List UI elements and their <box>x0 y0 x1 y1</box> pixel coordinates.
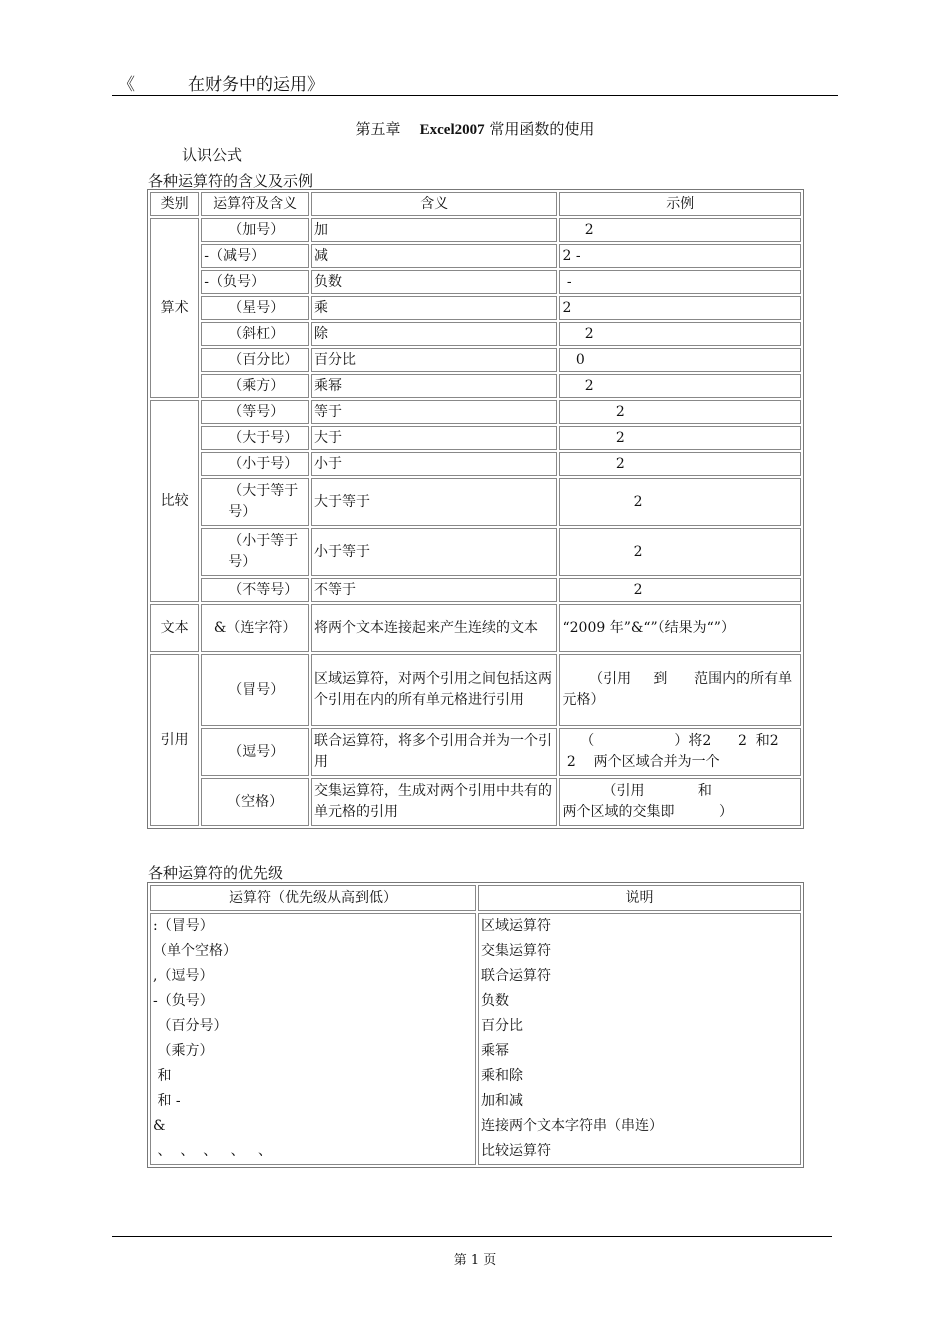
op-cell: -（减号） <box>201 244 309 268</box>
priority-operator: （乘方） <box>153 1043 214 1059</box>
op-cell: （逗号） <box>201 728 309 776</box>
meaning-cell: 乘幂 <box>311 374 558 398</box>
priority-description: 交集运算符 <box>481 943 551 959</box>
priority-operator: -（负号） <box>153 993 214 1009</box>
example-cell: 2 <box>559 322 801 346</box>
table-row <box>150 578 801 602</box>
table-row <box>150 604 801 652</box>
example-cell: “2009 年”&“”（结果为“”） <box>559 604 801 652</box>
priority-operator: 和 <box>153 1068 172 1084</box>
meaning-cell: 百分比 <box>311 348 558 372</box>
meaning-cell: 将两个文本连接起来产生连续的文本 <box>311 604 558 652</box>
group-text: 文本 <box>150 604 199 652</box>
operators-table <box>147 189 804 829</box>
table-row <box>150 322 801 346</box>
table-row <box>150 478 801 526</box>
example-cell: 2 <box>559 400 801 424</box>
op-cell: （斜杠） <box>201 322 309 346</box>
priority-description: 连接两个文本字符串（串连） <box>481 1118 663 1134</box>
op-cell: （乘方） <box>201 374 309 398</box>
priority-description: 负数 <box>481 993 509 1009</box>
op-cell: （不等号） <box>201 578 309 602</box>
meaning-cell: 小于等于 <box>311 528 558 576</box>
col-header: 示例 <box>559 192 801 216</box>
op-cell: （小于等于号） <box>201 528 309 576</box>
example-cell: 2 <box>559 296 801 320</box>
col-header: 运算符及含义 <box>201 192 309 216</box>
op-cell: &（连字符） <box>201 604 309 652</box>
example-cell: 2 <box>559 218 801 242</box>
example-cell: 0 <box>559 348 801 372</box>
col-header: 说明 <box>478 885 801 911</box>
table-row <box>150 778 801 826</box>
meaning-cell: 负数 <box>311 270 558 294</box>
header-title: 在财务中的运用》 <box>188 75 324 95</box>
op-cell: （大于号） <box>201 426 309 450</box>
meaning-cell: 不等于 <box>311 578 558 602</box>
group-ref: 引用 <box>150 654 199 826</box>
example-cell: 2 <box>559 426 801 450</box>
table-row <box>150 218 801 242</box>
table-row <box>150 426 801 450</box>
op-cell: （百分比） <box>201 348 309 372</box>
priority-description: 区域运算符 <box>481 918 551 934</box>
section-meaning: 各种运算符的含义及示例 <box>148 172 314 190</box>
priority-operator: :（冒号） <box>153 918 214 934</box>
op-cell: （等号） <box>201 400 309 424</box>
table-row <box>150 270 801 294</box>
group-arith: 算术 <box>150 218 199 398</box>
meaning-cell: 区域运算符，对两个引用之间包括这两个引用在内的所有单元格进行引用 <box>311 654 558 726</box>
chapter-title <box>0 118 950 139</box>
priority-operator: ,（逗号） <box>153 968 214 984</box>
table-row <box>150 348 801 372</box>
op-cell: （加号） <box>201 218 309 242</box>
meaning-cell: 联合运算符，将多个引用合并为一个引用 <box>311 728 558 776</box>
meaning-cell: 除 <box>311 322 558 346</box>
example-cell: （引用 和 两个区域的交集即 ） <box>559 778 801 826</box>
group-compare: 比较 <box>150 400 199 602</box>
col-header: 运算符（优先级从高到低） <box>150 885 476 911</box>
meaning-cell: 小于 <box>311 452 558 476</box>
op-cell: （小于号） <box>201 452 309 476</box>
section-recognize: 认识公式 <box>182 146 243 164</box>
example-cell: 2 <box>559 578 801 602</box>
op-cell: （星号） <box>201 296 309 320</box>
example-cell: 2 <box>559 374 801 398</box>
table-row <box>150 374 801 398</box>
table-header-row <box>150 192 801 216</box>
meaning-cell: 等于 <box>311 400 558 424</box>
priority-operator: 和 - <box>153 1093 181 1109</box>
chapter-suffix: 常用函数的使用 <box>489 120 595 138</box>
meaning-cell: 加 <box>311 218 558 242</box>
header-left-mark: 《 <box>118 75 135 95</box>
example-cell: 2 <box>559 478 801 526</box>
priority-description: 加和减 <box>481 1093 523 1109</box>
example-cell: （引用 到 范围内的所有单元格） <box>559 654 801 726</box>
priority-operator: & <box>153 1118 166 1134</box>
op-cell: （空格） <box>201 778 309 826</box>
meaning-cell: 大于 <box>311 426 558 450</box>
table-row <box>150 654 801 726</box>
table-row <box>150 528 801 576</box>
operator-list <box>150 913 476 1165</box>
op-cell: （冒号） <box>201 654 309 726</box>
priority-description: 联合运算符 <box>481 968 551 984</box>
priority-description: 百分比 <box>481 1018 523 1034</box>
priority-table <box>147 882 804 1168</box>
col-header: 类别 <box>150 192 199 216</box>
table-row <box>150 244 801 268</box>
priority-operator: （百分号） <box>153 1018 228 1034</box>
table-row <box>150 400 801 424</box>
footer-rule <box>112 1236 832 1237</box>
priority-operator: 、 、 、 、 、 <box>153 1143 272 1159</box>
section-priority: 各种运算符的优先级 <box>148 864 284 882</box>
page-number: 第 1 页 <box>453 1253 497 1268</box>
description-list <box>478 913 801 1165</box>
op-cell: （大于等于号） <box>201 478 309 526</box>
chapter-bold: Excel2007 <box>419 122 485 138</box>
table-header-row <box>150 885 801 911</box>
meaning-cell: 乘 <box>311 296 558 320</box>
col-header: 含义 <box>311 192 558 216</box>
header-rule <box>112 95 838 96</box>
meaning-cell: 交集运算符，生成对两个引用中共有的单元格的引用 <box>311 778 558 826</box>
example-cell: 2 <box>559 452 801 476</box>
table-row <box>150 913 801 1165</box>
example-cell: - <box>559 270 801 294</box>
priority-description: 乘幂 <box>481 1043 509 1059</box>
priority-description: 乘和除 <box>481 1068 523 1084</box>
chapter-prefix: 第五章 <box>355 120 401 138</box>
priority-operator: （单个空格） <box>153 943 237 959</box>
example-cell: 2 <box>559 528 801 576</box>
priority-description: 比较运算符 <box>481 1143 551 1159</box>
table-row <box>150 452 801 476</box>
example-cell: 2 - <box>559 244 801 268</box>
table-row <box>150 728 801 776</box>
meaning-cell: 减 <box>311 244 558 268</box>
example-cell: （ ）将2 2 和2 2 两个区域合并为一个 <box>559 728 801 776</box>
table-row <box>150 296 801 320</box>
op-cell: -（负号） <box>201 270 309 294</box>
meaning-cell: 大于等于 <box>311 478 558 526</box>
